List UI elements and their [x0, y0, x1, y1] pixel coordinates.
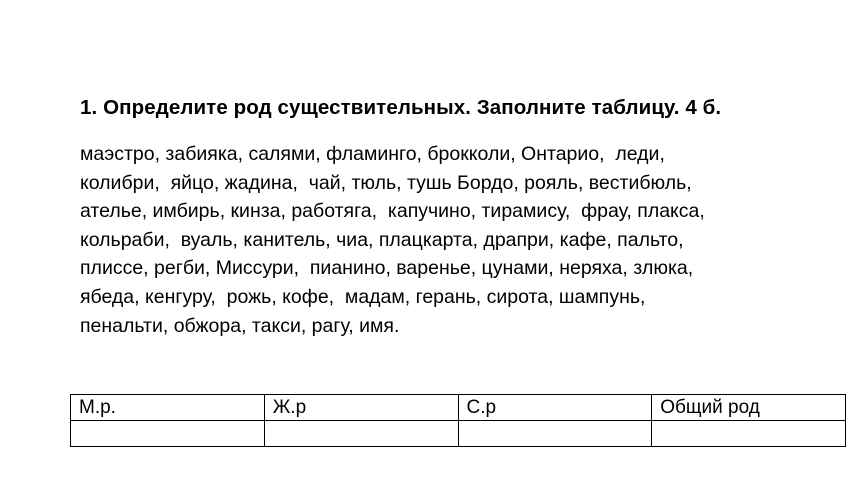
cell-masculine[interactable] — [71, 421, 265, 447]
header-masculine: М.р. — [71, 395, 265, 421]
word-list — [80, 140, 860, 340]
task-title: 1. Определите род существительных. Заполните таблицу. 4 б. — [80, 96, 722, 119]
word-line: колибри, яйцо, жадина, чай, тюль, тушь Бордо, рояль, вестибюль, — [80, 171, 692, 194]
word-line: пенальти, обжора, такси, рагу, имя. — [80, 314, 400, 337]
header-neuter: С.р — [458, 395, 652, 421]
header-feminine: Ж.р — [264, 395, 458, 421]
header-common-gender: Общий род — [652, 395, 846, 421]
table-row — [71, 421, 846, 447]
table-header-row — [71, 395, 846, 421]
cell-common-gender[interactable] — [652, 421, 846, 447]
gender-table — [70, 394, 846, 447]
cell-neuter[interactable] — [458, 421, 652, 447]
word-line: ателье, имбирь, кинза, работяга, капучино, тирамису, фрау, плакса, — [80, 200, 705, 223]
word-line: кольраби, вуаль, канитель, чиа, плацкарта, драпри, кафе, пальто, — [80, 228, 684, 251]
word-line: ябеда, кенгуру, рожь, кофе, мадам, герань, сирота, шампунь, — [80, 285, 646, 308]
word-line: плиссе, регби, Миссури, пианино, варенье, цунами, неряха, злюка, — [80, 257, 694, 280]
cell-feminine[interactable] — [264, 421, 458, 447]
word-line: маэстро, забияка, салями, фламинго, брокколи, Онтарио, леди, — [80, 143, 665, 165]
